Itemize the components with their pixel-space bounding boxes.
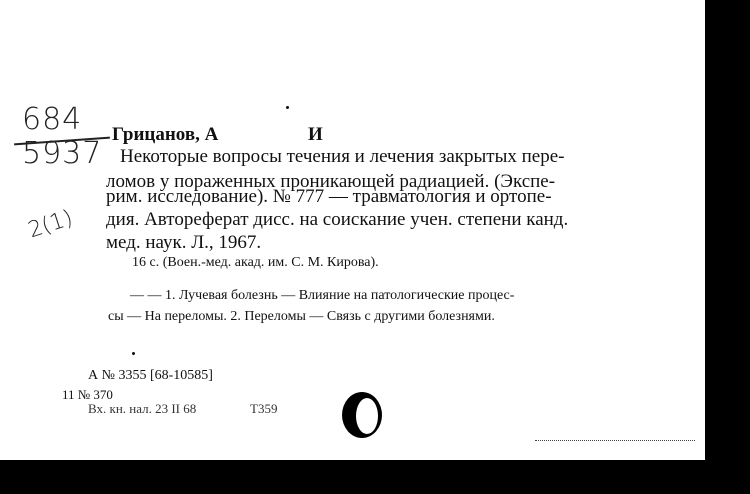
colophon: 16 с. (Воен.-мед. акад. им. С. М. Кирова). xyxy=(132,255,379,270)
accession-number: Вх. кн. нал. 23 II 68 xyxy=(88,401,197,416)
accession-number: 11 № 370 xyxy=(62,387,113,402)
title-line: дия. Автореферат дисс. на соискание учен. степени канд. xyxy=(106,209,569,230)
title-line: ломов у пораженных проникающей радиацией. (Экспе- xyxy=(106,171,556,192)
author-initial: И xyxy=(308,124,323,145)
author-name: Грицанов, А xyxy=(112,124,219,145)
call-number-bottom: 5937 xyxy=(22,136,103,171)
title-line: мед. наук. Л., 1967. xyxy=(106,232,262,253)
speck xyxy=(286,106,289,109)
scan-border-bottom xyxy=(0,460,750,494)
call-number-top: 684 xyxy=(22,102,83,137)
accession-number: А № 3355 [68-10585] xyxy=(88,368,213,383)
punch-hole-inner xyxy=(356,398,378,434)
handwritten-side-note: 2(1) xyxy=(25,205,76,244)
scan-border-right xyxy=(705,0,750,494)
speck xyxy=(132,352,135,355)
subject-heading-line: сы — На переломы. 2. Переломы — Связь с другими болезнями. xyxy=(108,309,495,324)
title-line: рим. исследование). № 777 — травматология и ортопе- xyxy=(106,186,552,207)
subject-heading-line: — — 1. Лучевая болезнь — Влияние на патологические процес- xyxy=(130,288,515,303)
title-line: Некоторые вопросы течения и лечения закрытых пере- xyxy=(120,146,565,167)
stamp-code: Т359 xyxy=(250,401,278,416)
scan-noise xyxy=(535,440,695,442)
